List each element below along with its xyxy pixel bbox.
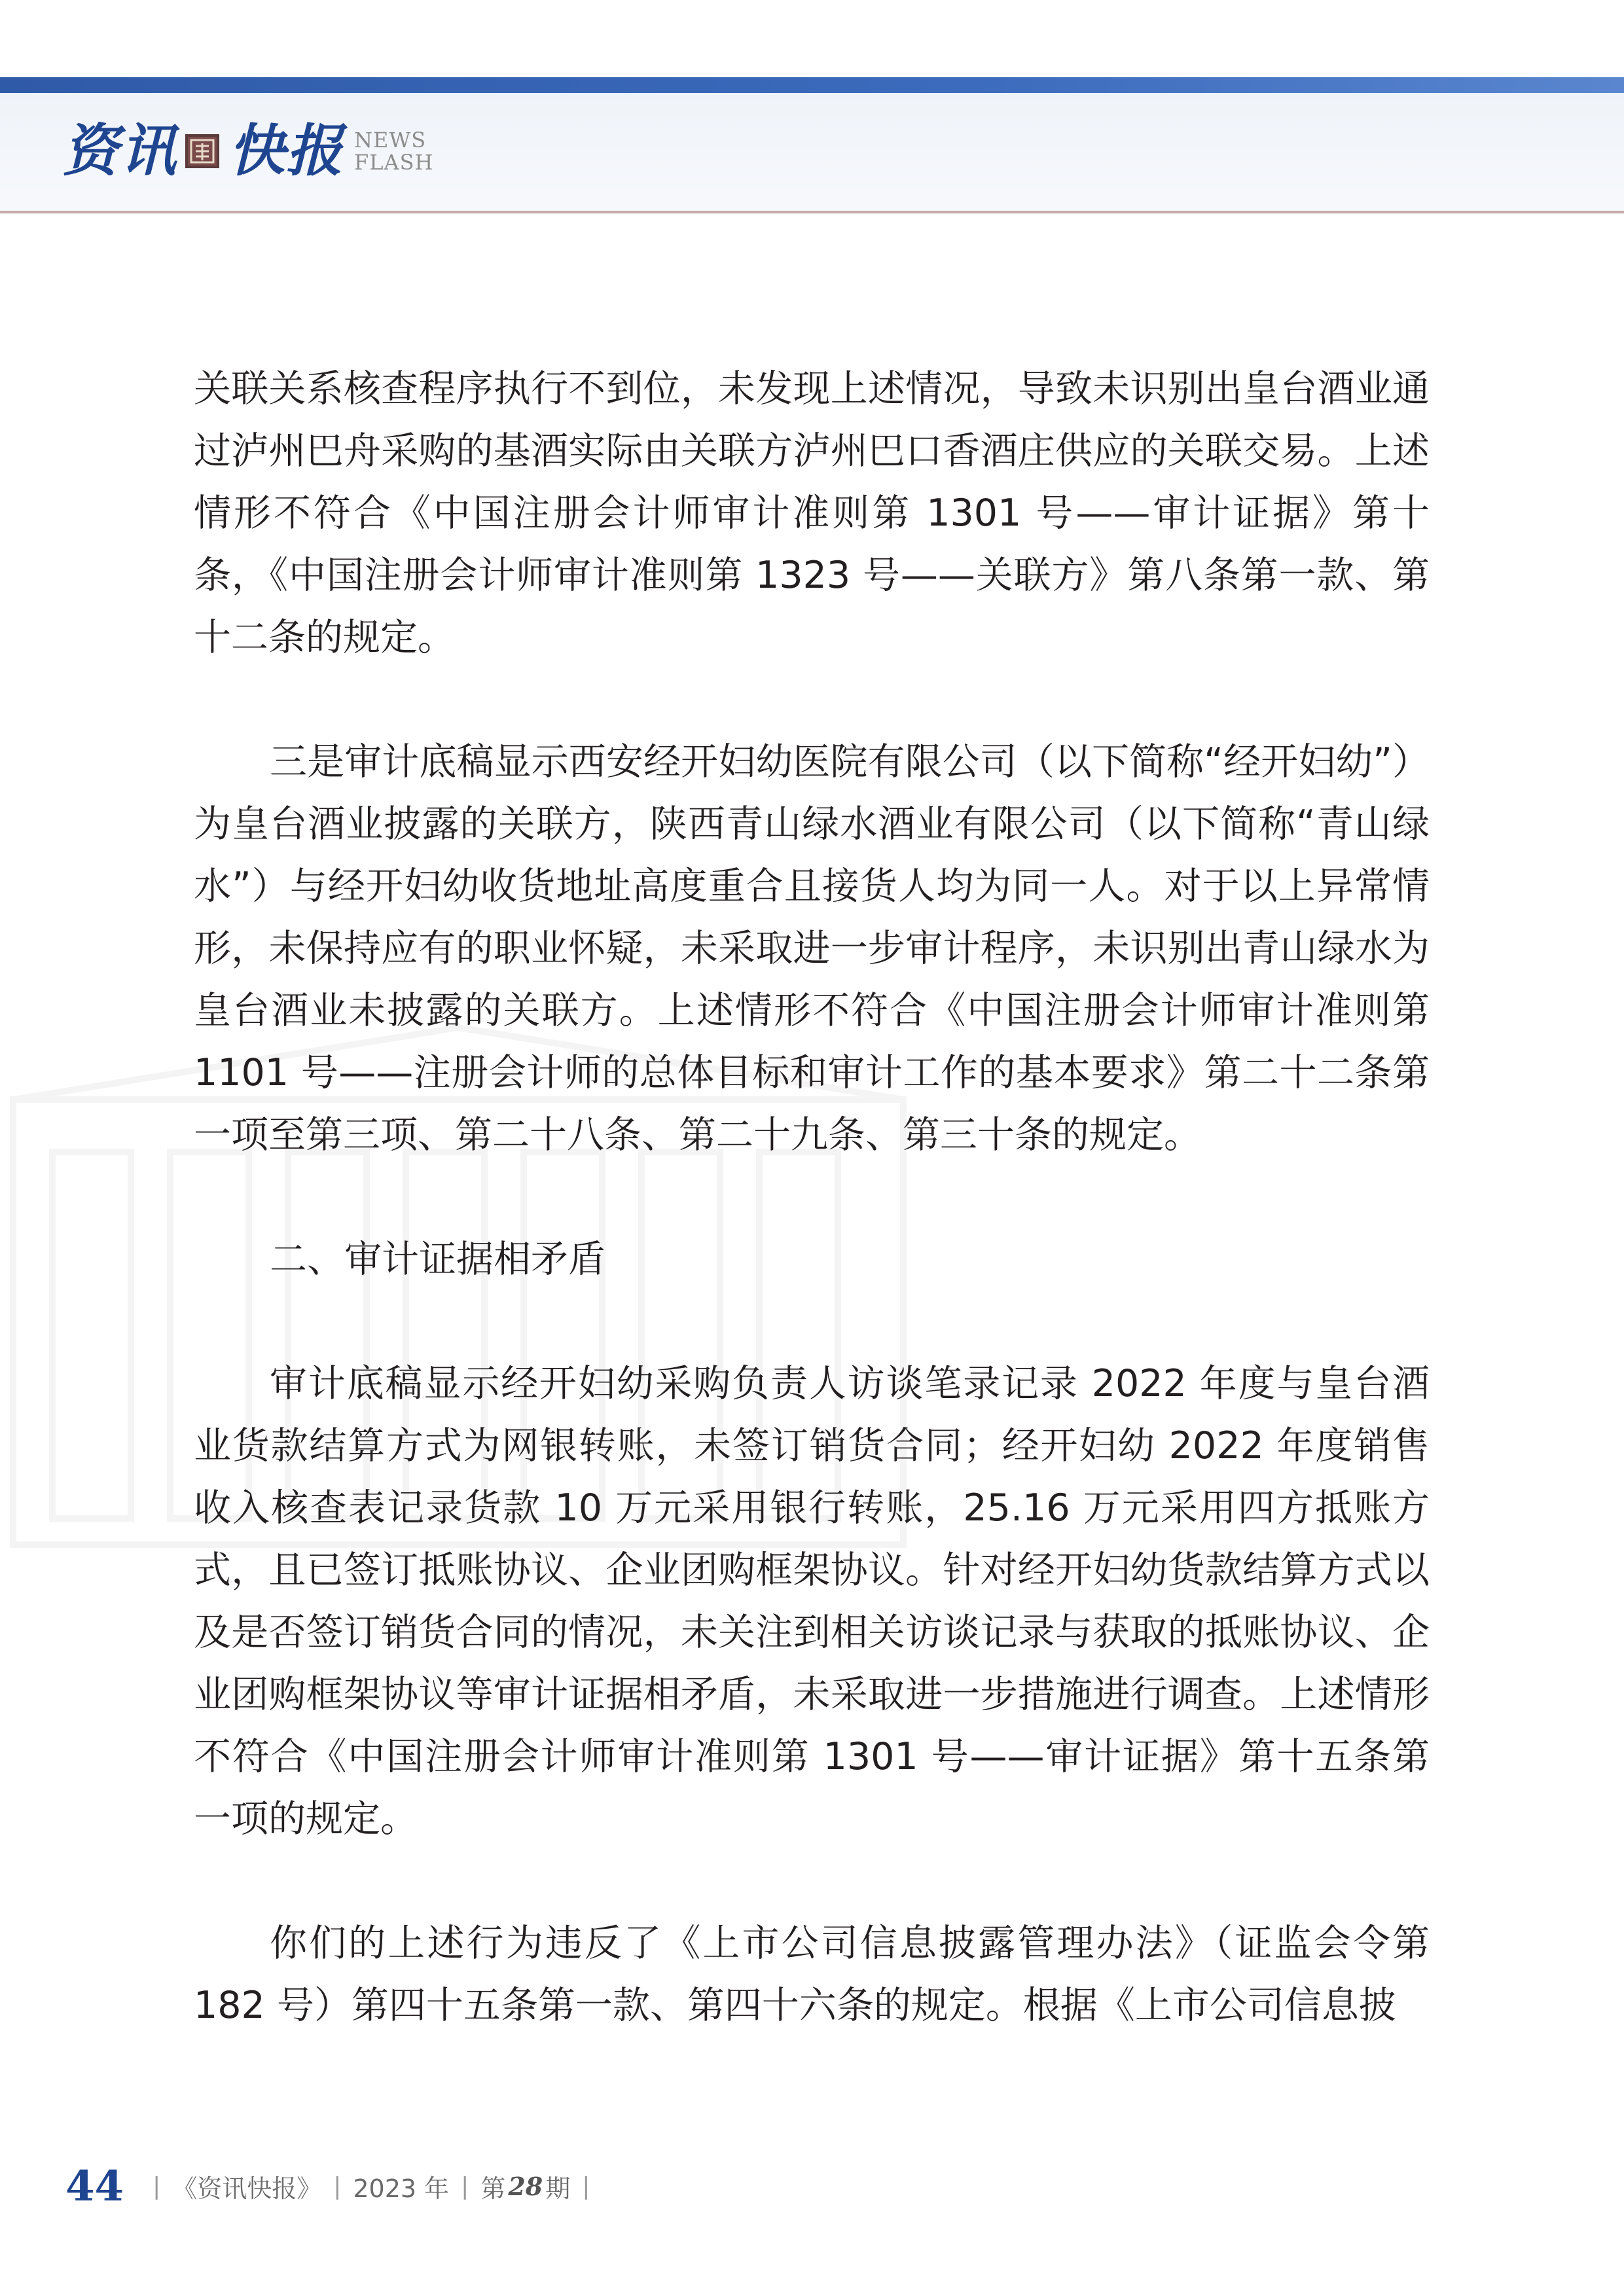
section-heading: 二、审计证据相矛盾 bbox=[270, 1238, 605, 1281]
header-bottom-rule bbox=[0, 211, 1624, 213]
article-body bbox=[194, 358, 1430, 2037]
footer-divider: | bbox=[461, 2172, 469, 2200]
footer-divider: | bbox=[582, 2172, 590, 2200]
footer-year: 2023 年 bbox=[353, 2174, 450, 2203]
page-footer bbox=[65, 2160, 602, 2212]
masthead-flash: FLASH bbox=[354, 150, 434, 175]
masthead bbox=[62, 115, 433, 187]
paragraph-2: 三是审计底稿显示西安经开妇幼医院有限公司（以下简称“经开妇幼”）为皇台酒业披露的关联方，陕西青山绿水酒业有限公司（以下简称“青山绿水”）与经开妇幼收货地址高度重合且接货人均为同一人。对于以上异常情形，未保持应有的职业怀疑，未采取进一步审计程序，未识别出青山绿水为皇台酒业未披露的关联方。上述情形不符合《中国注册会计师审计准则第 1101 号——注册会计师的总体目标和审计工作的基本要求》第二十二条第一项至第三项、第二十八条、第二十九条、第三十条的规定。 bbox=[194, 740, 1430, 1157]
paragraph-4: 你们的上述行为违反了《上市公司信息披露管理办法》（证监会令第 182 号）第四十五条第一款、第四十六条的规定。根据《上市公司信息披 bbox=[194, 1922, 1430, 2027]
masthead-title-right: 快报 bbox=[228, 118, 344, 184]
masthead-news-flash bbox=[354, 129, 433, 173]
masthead-news: NEWS bbox=[354, 128, 427, 152]
page-number: 44 bbox=[65, 2161, 124, 2211]
header-top-rule bbox=[0, 77, 1624, 93]
footer-issue-prefix: 第 bbox=[480, 2174, 506, 2203]
footer-divider: | bbox=[153, 2172, 161, 2200]
footer-publication: 《资讯快报》 bbox=[172, 2174, 322, 2203]
paragraph-3: 审计底稿显示经开妇幼采购负责人访谈笔录记录 2022 年度与皇台酒业货款结算方式为网银转账，未签订销货合同；经开妇幼 2022 年度销售收入核查表记录货款 10 万元采用银行转账，25.16 万元采用四方抵账方式，且已签订抵账协议、企业团购框架协议。针对经开妇幼货款结算方式以及是否签订销货合同的情况，未关注到相关访谈记录与获取的抵账协议、企业团购框架协议等审计证据相矛盾，未采取进一步措施进行调查。上述情形不符合《中国注册会计师审计准则第 1301 号——审计证据》第十五条第一项的规定。 bbox=[194, 1362, 1430, 1840]
footer-issue-suffix: 期 bbox=[545, 2174, 571, 2203]
paragraph-1: 关联关系核查程序执行不到位，未发现上述情况，导致未识别出皇台酒业通过泸州巴舟采购的基酒实际由关联方泸州巴口香酒庄供应的关联交易。上述情形不符合《中国注册会计师审计准则第 1301 号——审计证据》第十条，《中国注册会计师审计准则第 1323 号——关联方》第八条第一款、第十二条的规定。 bbox=[194, 367, 1430, 659]
footer-divider: | bbox=[333, 2172, 342, 2200]
footer-issue-number: 28 bbox=[508, 2171, 543, 2201]
seal-icon bbox=[185, 134, 219, 168]
masthead-title-left: 资讯 bbox=[62, 118, 177, 184]
